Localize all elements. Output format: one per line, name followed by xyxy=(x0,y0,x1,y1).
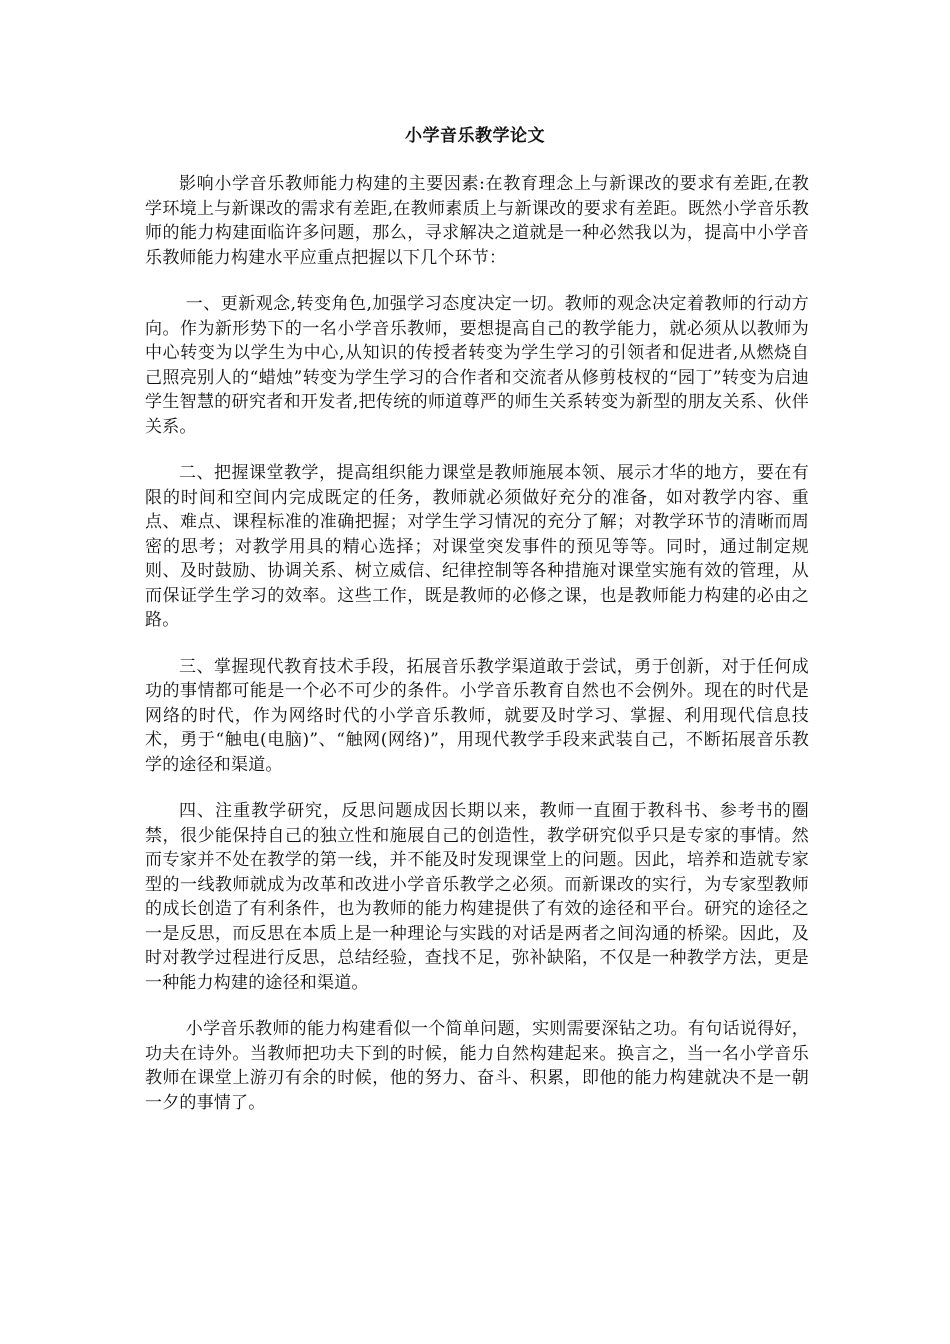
paragraph-conclusion: 小学音乐教师的能力构建看似一个简单问题，实则需要深钻之功。有句话说得好，功夫在诗外。当教师把功夫下到的时候，能力自然构建起来。换言之，当一名小学音乐教师在课堂上游刃有余的时候，他的努力、奋斗、积累，即他的能力构建就决不是一朝一夕的事情了。 xyxy=(145,1019,809,1113)
paragraph-intro: 影响小学音乐教师能力构建的主要因素:在教育理念上与新课改的要求有差距,在教学环境上与新课改的需求有差距,在教师素质上与新课改的要求有差距。既然小学音乐教师的能力构建面临许多问题，那么，寻求解决之道就是一种必然我以为，提高中小学音乐教师能力构建水平应重点把握以下几个环节： xyxy=(145,174,809,268)
paragraph-section-3: 三、掌握现代教育技术手段，拓展音乐教学渠道敢于尝试，勇于创新，对于任何成功的事情都可能是一个必不可少的条件。小学音乐教育自然也不会例外。现在的时代是网络的时代，作为网络时代的小学音乐教师，就要及时学习、掌握、利用现代信息技术，勇于“触电(电脑)”、“触网(网络)”，用现代教学手段来武装自己，不断拓展音乐教学的途径和渠道。 xyxy=(145,656,809,775)
paragraph-section-4: 四、注重教学研究，反思问题成因长期以来，教师一直囿于教科书、参考书的圈禁，很少能保持自己的独立性和施展自己的创造性，教学研究似乎只是专家的事情。然而专家并不处在教学的第一线，并不能及时发现课堂上的问题。因此，培养和造就专家型的一线教师就成为改革和改进小学音乐教学之必须。而新课改的实行，为专家型教师的成长创造了有利条件，也为教师的能力构建提供了有效的途径和平台。研究的途径之一是反思，而反思在本质上是一种理论与实践的对话是两者之间沟通的桥梁。因此，及时对教学过程进行反思，总结经验，查找不足，弥补缺陷，不仅是一种教学方法，更是一种能力构建的途径和渠道。 xyxy=(145,801,809,993)
paragraph-section-2: 二、把握课堂教学，提高组织能力课堂是教师施展本领、展示才华的地方，要在有限的时间和空间内完成既定的任务，教师就必须做好充分的准备，如对教学内容、重点、难点、课程标准的准确把握；对学生学习情况的充分了解；对教学环节的清晰而周密的思考；对教学用具的精心选择；对课堂突发事件的预见等等。同时，通过制定规则、及时鼓励、协调关系、树立威信、纪律控制等各种措施对课堂实施有效的管理，从而保证学生学习的效率。这些工作，既是教师的必修之课，也是教师能力构建的必由之路。 xyxy=(145,463,809,630)
document-body xyxy=(145,172,809,1137)
document-title: 小学音乐教学论文 xyxy=(405,126,545,146)
paragraph-section-1: 一、更新观念,转变角色,加强学习态度决定一切。教师的观念决定着教师的行动方向。作为新形势下的一名小学音乐教师，要想提高自己的教学能力，就必须从以教师为中心转变为以学生为中心,从知识的传授者转变为学生学习的引领者和促进者,从燃烧自己照亮别人的“蜡烛”转变为学生学习的合作者和交流者从修剪枝杈的“园丁”转变为启迪学生智慧的研究者和开发者,把传统的师道尊严的师生关系转变为新型的朋友关系、伙伴关系。 xyxy=(145,294,809,437)
